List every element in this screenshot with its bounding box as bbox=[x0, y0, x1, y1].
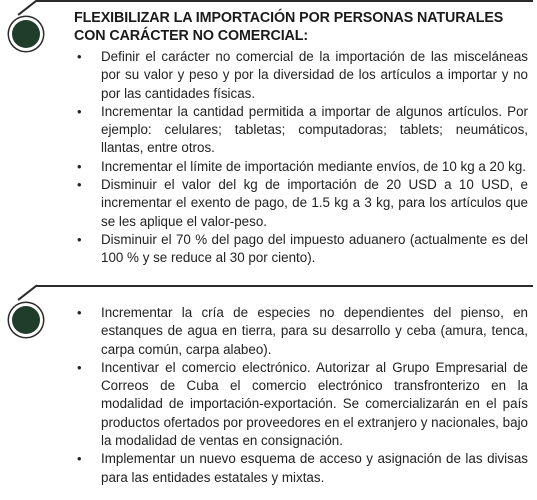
list-item-text: Disminuir el 70 % del pago del impuesto aduanero (actualmente es del 100 % y se reduce al 30 por ciento). bbox=[101, 231, 528, 266]
divider-slash bbox=[18, 0, 38, 15]
list-item bbox=[74, 450, 528, 487]
section-heading: FLEXIBILIZAR LA IMPORTACIÓN POR PERSONAS NATURALES CON CARÁCTER NO COMERCIAL: bbox=[74, 10, 504, 44]
bullet-icon: • bbox=[77, 451, 82, 467]
section-marker-circle-icon bbox=[12, 306, 40, 334]
list-item-text: Definir el carácter no comercial de la importación de las misceláneas por su valor y peso y por la diversidad de los artículos a importar y no por las cantidades físicas. bbox=[101, 49, 528, 101]
list-item bbox=[74, 48, 528, 103]
bullet-icon: • bbox=[77, 359, 82, 375]
list-item bbox=[74, 103, 528, 158]
list-item-text: Incentivar el comercio electrónico. Autorizar al Grupo Empresarial de Correos de Cuba el comercio electrónico transfronterizo en la modalidad de importación-exportación. Se comercializarán en el país productos ofertados por proveedores en el extranjero y nacionales, bajo la modalidad de ventas en consignación. bbox=[101, 359, 528, 449]
section-additional-measures bbox=[0, 285, 537, 500]
list-item bbox=[74, 158, 528, 176]
measures-list bbox=[74, 304, 528, 487]
bullet-icon: • bbox=[77, 231, 82, 247]
section-marker-circle-icon bbox=[12, 20, 40, 48]
list-item-text: Disminuir el valor del kg de importación de 20 USD a 10 USD, e incrementar el exento de pago, de 1.5 kg a 3 kg, para los artículos que se les aplique el valor-peso. bbox=[101, 177, 528, 229]
list-item-text: Incrementar la cría de especies no dependientes del pienso, en estanques de agua en tierra, para su desarrollo y ceba (amura, tenca, carpa común, carpa alabeo). bbox=[101, 305, 528, 357]
bullet-icon: • bbox=[77, 305, 82, 320]
list-item bbox=[74, 359, 528, 450]
list-item-text: Incrementar la cantidad permitida a importar de algunos artículos. Por ejemplo: celulares; tabletas; computadoras; tablets; neumáticos, llantas, entre otros. bbox=[101, 103, 528, 156]
bullet-icon: • bbox=[77, 158, 82, 174]
bullet-icon: • bbox=[77, 103, 82, 119]
section-divider-line bbox=[36, 0, 533, 2]
divider-slash bbox=[18, 284, 38, 300]
bullet-icon: • bbox=[77, 49, 82, 64]
measures-list bbox=[74, 48, 528, 268]
bullet-icon: • bbox=[77, 177, 82, 193]
list-item-text: Implementar un nuevo esquema de acceso y asignación de las divisas para las entidades estatales y mixtas. bbox=[101, 451, 528, 485]
list-item bbox=[74, 304, 528, 359]
section-divider-line bbox=[36, 285, 533, 287]
list-item bbox=[74, 176, 528, 231]
list-item-text: Incrementar el límite de importación mediante envíos, de 10 kg a 20 kg. bbox=[101, 158, 527, 174]
list-item bbox=[74, 231, 528, 268]
